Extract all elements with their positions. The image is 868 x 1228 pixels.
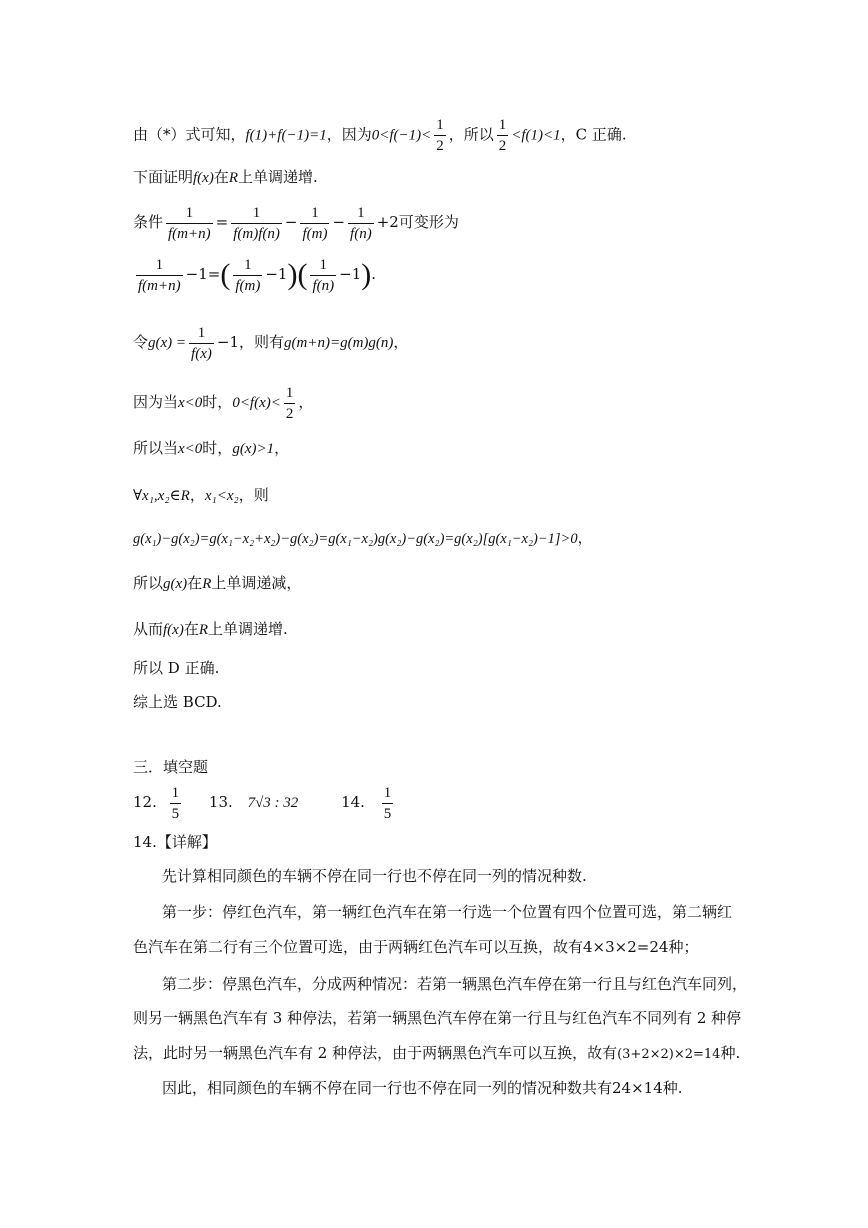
explain-p1 [162,864,828,888]
text: 时， [202,393,233,411]
equation: 0<f(x)< [232,395,281,411]
text: ， [393,333,409,351]
equation: (3+2×2)×2=14 [617,1047,721,1062]
paragraph-text: 第二步：停黑色汽车，分成两种情况：若第一辆黑色汽车停在第一行且与红色汽车同列， [162,975,748,993]
text: 条件 [133,213,164,231]
operator: − [284,213,298,231]
equation: x<0 [178,395,203,411]
text: 由（*）式可知， [133,125,246,144]
equation: +2 [376,213,399,231]
equation: x₁<x₂ [204,488,239,504]
text: ，则 [238,486,269,504]
fraction: $\frac{1}{f(n)}$ [350,204,372,242]
text: 从而 [133,620,164,638]
operator: = [207,265,221,283]
paragraph-text: 种； [668,938,699,956]
equation: f(x) [193,170,214,186]
line-1 [133,115,828,156]
text: 在 [183,620,199,638]
line-11 [133,617,828,642]
set-R: R [202,576,212,592]
text: 可变形为 [398,213,459,231]
text: 在 [213,168,229,186]
fraction: $\frac{1}{f(x)}$ [191,324,212,362]
equation: f(1)+f(−1)=1 [245,127,327,144]
equation: x<0 [178,441,203,457]
equation: f(x) [163,622,184,638]
line-5-define-g [133,320,828,365]
text: ， [577,531,593,547]
text: . [371,265,377,283]
text: ， [274,439,290,457]
text: 所以当 [133,439,179,457]
equation: g(m+n)=g(m)g(n) [284,335,394,351]
equation: g(x₁)−g(x₂)=g(x₁−x₂+x₂)−g(x₂)=g(x₁−x₂)g(x₂)−g(x₂)=g(x₂)[g(x₁−x₂)−1]>0 [133,531,578,547]
paragraph-text: 先计算相同颜色的车辆不停在同一行也不停在同一列的情况种数. [162,867,587,885]
set-R: R [228,170,239,186]
paragraph-text: 因此，相同颜色的车辆不停在同一行也不停在同一列的情况种数共有 [162,1079,613,1097]
answer-12-label: 12. [133,793,157,811]
paren: ( [297,258,308,291]
explain-p4 [162,1076,828,1100]
text: 所以 [133,574,164,592]
paragraph-text: 色汽车在第二行有三个位置可选，由于两辆红色汽车可以互换，故有 [133,938,584,956]
line-10 [133,571,828,596]
explain-p2-line1 [162,900,828,924]
equation: −1 [216,333,239,351]
paren: ) [361,258,372,291]
line-3-condition [133,200,828,244]
equation: 4×3×2=24 [583,938,669,956]
fraction-one-half: $\frac{1}{2}$ [498,117,507,154]
fraction-one-half: $\frac{1}{2}$ [436,117,444,154]
answer-13-value: 7√3 : 32 [247,795,299,811]
equation: 0<f(−1)< [371,127,432,144]
set-R: R [198,622,209,638]
answer-12-fraction: $\frac{1}{5}$ [171,784,180,822]
answer-14-fraction: $\frac{1}{5}$ [383,784,392,822]
paragraph-text: 则另一辆黑色汽车有 3 种停法，若第一辆黑色汽车停在第一行且与红色汽车不同列有 2 种停 [133,1009,742,1027]
fraction: $\frac{1}{f(m+n)}$ [168,204,211,242]
text: 令 [133,333,149,351]
equation: −1 [185,265,208,283]
operator: = [215,213,229,231]
answer-14-label: 14. [341,793,365,811]
equation: −1 [339,265,362,283]
fraction: $\frac{1}{f(m)}$ [302,204,328,242]
fraction-one-half: $\frac{1}{2}$ [285,384,294,422]
fraction: $\frac{1}{f(n)}$ [312,256,335,294]
text: ， [298,393,314,411]
line-12 [133,656,828,680]
equation: g(x) = [148,335,187,351]
fraction: $\frac{1}{f(m)f(n)}$ [233,204,280,242]
paragraph-text: 种. [662,1079,683,1097]
equation: 24×14 [612,1079,663,1097]
equation: g(x)>1 [232,441,275,457]
paragraph-text: 种. [720,1044,741,1062]
explain-p3-line2 [133,1006,828,1030]
text: 综上选 BCD. [133,693,222,711]
text: ，所以 [448,125,494,144]
text: 所以 D 正确. [133,659,220,677]
paragraph-text: 第一步：停红色汽车，第一辆红色汽车在第一行选一个位置有四个位置可选，第二辆红 [162,903,733,921]
text: ，因为 [326,125,372,144]
explain-p3-line3 [133,1041,828,1067]
explain-p2-line2 [133,935,828,959]
paren: ( [220,258,231,291]
explain-p3-line1 [162,972,828,996]
equation: −1 [265,265,288,283]
text: 上单调递增. [208,620,288,638]
line-7 [133,436,828,461]
text: ， [189,486,205,504]
text: ，C 正确. [560,125,627,144]
line-8 [133,483,828,508]
line-13 [133,690,828,714]
equation: ∀x₁,x₂∈R [133,488,190,504]
text: 上单调递增. [238,168,318,186]
paren: ) [287,258,298,291]
explain-title-text: 14.【详解】 [133,833,217,851]
section-heading [133,755,828,779]
line-6 [133,380,828,425]
text: 上单调递减， [211,574,302,592]
fraction: $\frac{1}{f(m+n)}$ [138,256,181,294]
text: 下面证明 [133,168,194,186]
operator: − [332,213,346,231]
answer-13-label: 13. [208,793,233,811]
text: 时， [202,439,233,457]
fraction: $\frac{1}{f(m)}$ [235,256,261,294]
line-4-transformed [133,252,828,297]
text: ，则有 [239,333,285,351]
explain-title [133,830,828,854]
equation: g(x) [163,576,188,592]
paragraph-text: 法，此时另一辆黑色汽车有 2 种停法，由于两辆黑色汽车可以互换，故有 [133,1044,618,1062]
text: 因为当 [133,393,179,411]
equation: <f(1)<1 [511,127,561,144]
answers-row [133,780,828,825]
line-9-derivation [133,527,828,551]
heading-text: 三．填空题 [133,758,209,776]
text: 在 [187,574,203,592]
line-2 [133,165,828,190]
